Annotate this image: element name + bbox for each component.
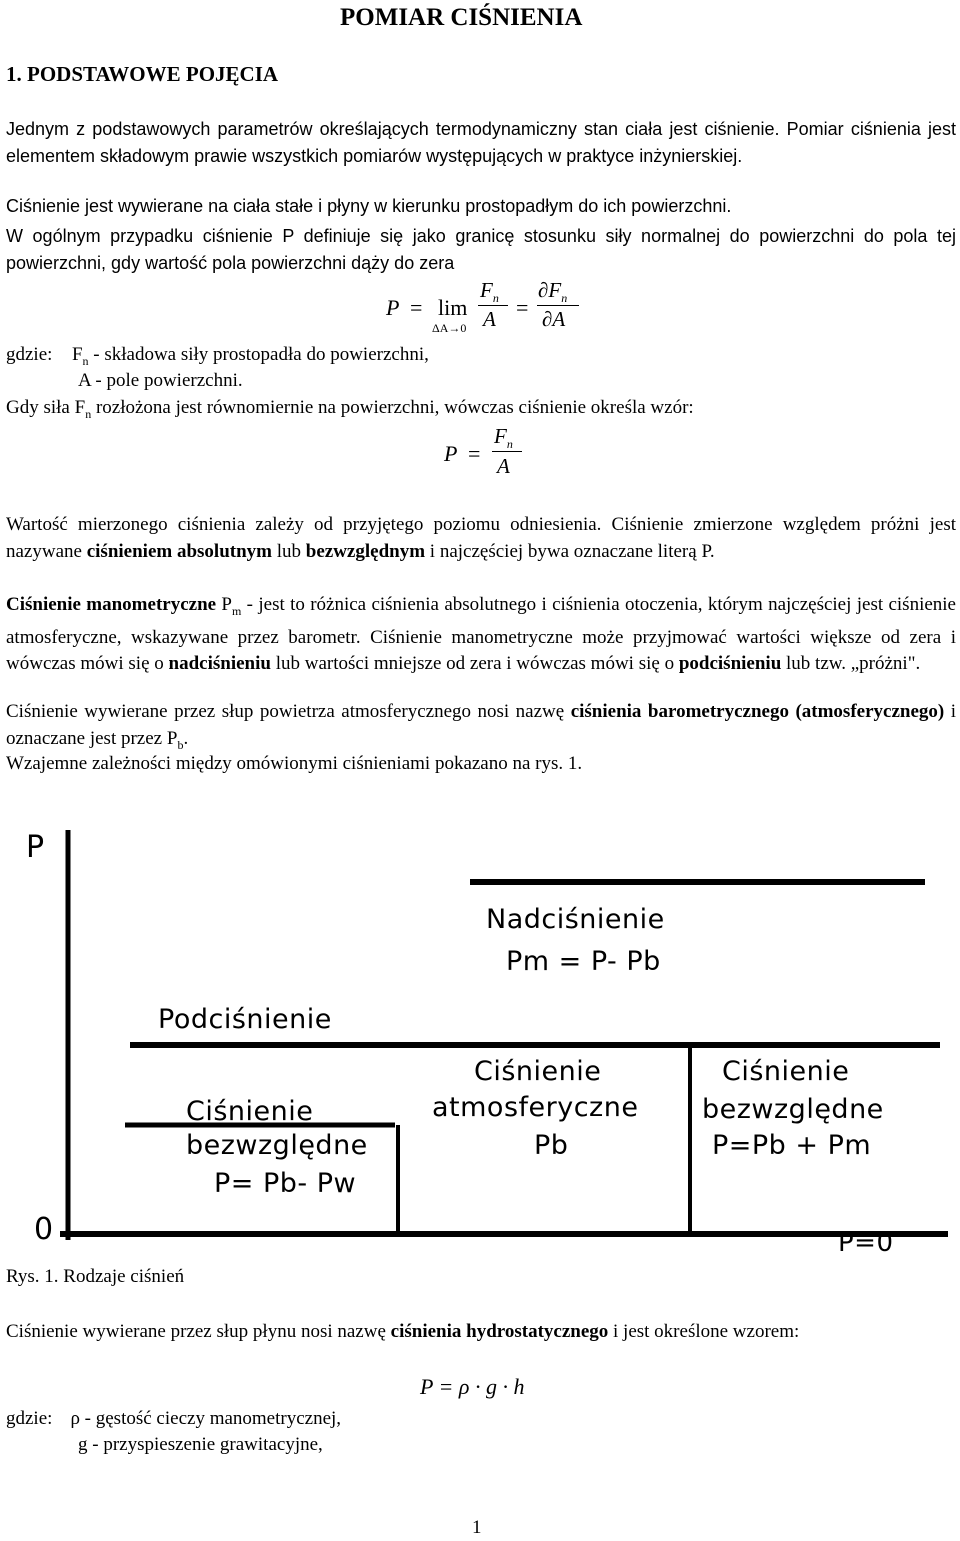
formula-num: $F_n$ <box>480 278 499 306</box>
section-heading: 1. PODSTAWOWE POJĘCIA <box>6 62 279 86</box>
formula-simple <box>440 424 560 486</box>
where-item-gravity: g - przyspieszenie grawitacyjne, <box>78 1434 323 1455</box>
hydrostatic-paragraph: Ciśnienie wywierane przez słup płynu nosi nazwę ciśnienia hydrostatycznego i jest określone wzorem: <box>6 1321 800 1342</box>
overpressure-formula: Pm = P- Pb <box>506 946 661 977</box>
formula-den: A <box>497 454 510 478</box>
formula-eq: = <box>468 441 481 466</box>
axis-label-p: P <box>26 830 45 865</box>
where-prefix: gdzie: <box>6 344 53 365</box>
absolute-left-formula: P= Pb- Pw <box>214 1168 357 1199</box>
formula-lim: lim <box>438 295 468 320</box>
fraction-bar <box>492 451 522 452</box>
pressure-diagram-svg <box>0 800 960 1260</box>
absolute-right-title-2: bezwzględne <box>702 1094 884 1125</box>
formula-partial-num: $\partial F_n$ <box>538 278 568 306</box>
formula-eq2: = <box>516 295 529 320</box>
pressure-diagram <box>0 800 960 1260</box>
absolute-right-title-1: Ciśnienie <box>722 1056 850 1087</box>
intro-paragraph: Jednym z podstawowych parametrów określających termodynamiczny stan ciała jest ciśnienie. Pomiar ciśnienia jest elementem składowym prawie wszystkich pomiarów występujących w praktyce inżynierskiej. <box>6 119 956 166</box>
general-definition: W ogólnym przypadku ciśnienie P definiuje się jako granicę stosunku siły normalnej do powierzchni do pola tej powierzchni, gdy wartość pola powierzchni dąży do zera <box>6 226 956 273</box>
formula-lim-sub: ΔA→0 <box>432 321 467 335</box>
absolute-right-formula: P=Pb + Pm <box>712 1130 872 1161</box>
atmospheric-title-1: Ciśnienie <box>474 1056 602 1087</box>
barometric-paragraph: Ciśnienie wywierane przez słup powietrza atmosferycznego nosi nazwę ciśnienia barometrycznego (atmosferycznego) i oznaczane jest przez $P_b$. <box>6 701 956 752</box>
manometric-paragraph: Ciśnienie manometryczne $P_m$ - jest to różnica ciśnienia absolutnego i ciśnienia otoczenia, którym najczęściej jest ciśnienie atmosferyczne, wskazywane przez barometr. Ciśnienie manometryczne może przyjmować wartości większe od zera i wówczas mówi się o nadciśnieniu lub wartości mniejsze od zera i wówczas mówi się o podciśnieniu lub tzw. „próżni". <box>6 594 956 675</box>
zero-pressure-label: P=0 <box>838 1228 894 1258</box>
pressure-surface-line: Ciśnienie jest wywierane na ciała stałe i płyny w kierunku prostopadłym do ich powierzchni. <box>6 196 732 216</box>
document-title: POMIAR CIŚNIENIA <box>340 4 583 31</box>
formula-limit <box>380 278 600 340</box>
page-number: 1 <box>472 1517 482 1538</box>
formula-partial-den: ∂A <box>542 307 566 331</box>
axis-label-zero: 0 <box>34 1212 54 1247</box>
absolute-left-title-2: bezwzględne <box>186 1130 368 1161</box>
where-symbol: F <box>71 344 83 365</box>
overpressure-title: Nadciśnienie <box>486 904 665 935</box>
formula-hydrostatic: P = ρ · g · h <box>420 1374 525 1399</box>
atmospheric-symbol: Pb <box>534 1130 569 1161</box>
formula-lhs: P <box>444 441 458 466</box>
reference-paragraph: Wartość mierzonego ciśnienia zależy od przyjętego poziomu odniesienia. Ciśnienie zmierzone względem próżni jest nazywane ciśnieniem absolutnym lub bezwzględnym i najczęściej bywa oznaczane literą P. <box>6 514 956 562</box>
where-list-2: gdzie: ρ - gęstość cieczy manometrycznej, <box>6 1408 342 1429</box>
relations-line: Wzajemne zależności między omówionymi ciśnieniami pokazano na rys. 1. <box>6 753 583 774</box>
uniform-force-line: Gdy siła $F_n$ rozłożona jest równomiernie na powierzchni, wówczas ciśnienie określa wzór: <box>6 397 694 421</box>
formula-lhs: P <box>386 295 400 320</box>
formula-num: $F_n$ <box>494 424 513 452</box>
underpressure-title: Podciśnienie <box>158 1004 332 1035</box>
atmospheric-title-2: atmosferyczne <box>432 1092 639 1123</box>
absolute-left-title-1: Ciśnienie <box>186 1096 314 1127</box>
figure-caption: Rys. 1. Rodzaje ciśnień <box>6 1266 185 1287</box>
where-list-1: gdzie: $F_n$ - składowa siły prostopadła do powierzchni, <box>6 344 429 368</box>
where-item-area: A - pole powierzchni. <box>78 370 243 391</box>
formula-den: A <box>483 307 496 331</box>
formula-eq: = <box>410 295 423 320</box>
